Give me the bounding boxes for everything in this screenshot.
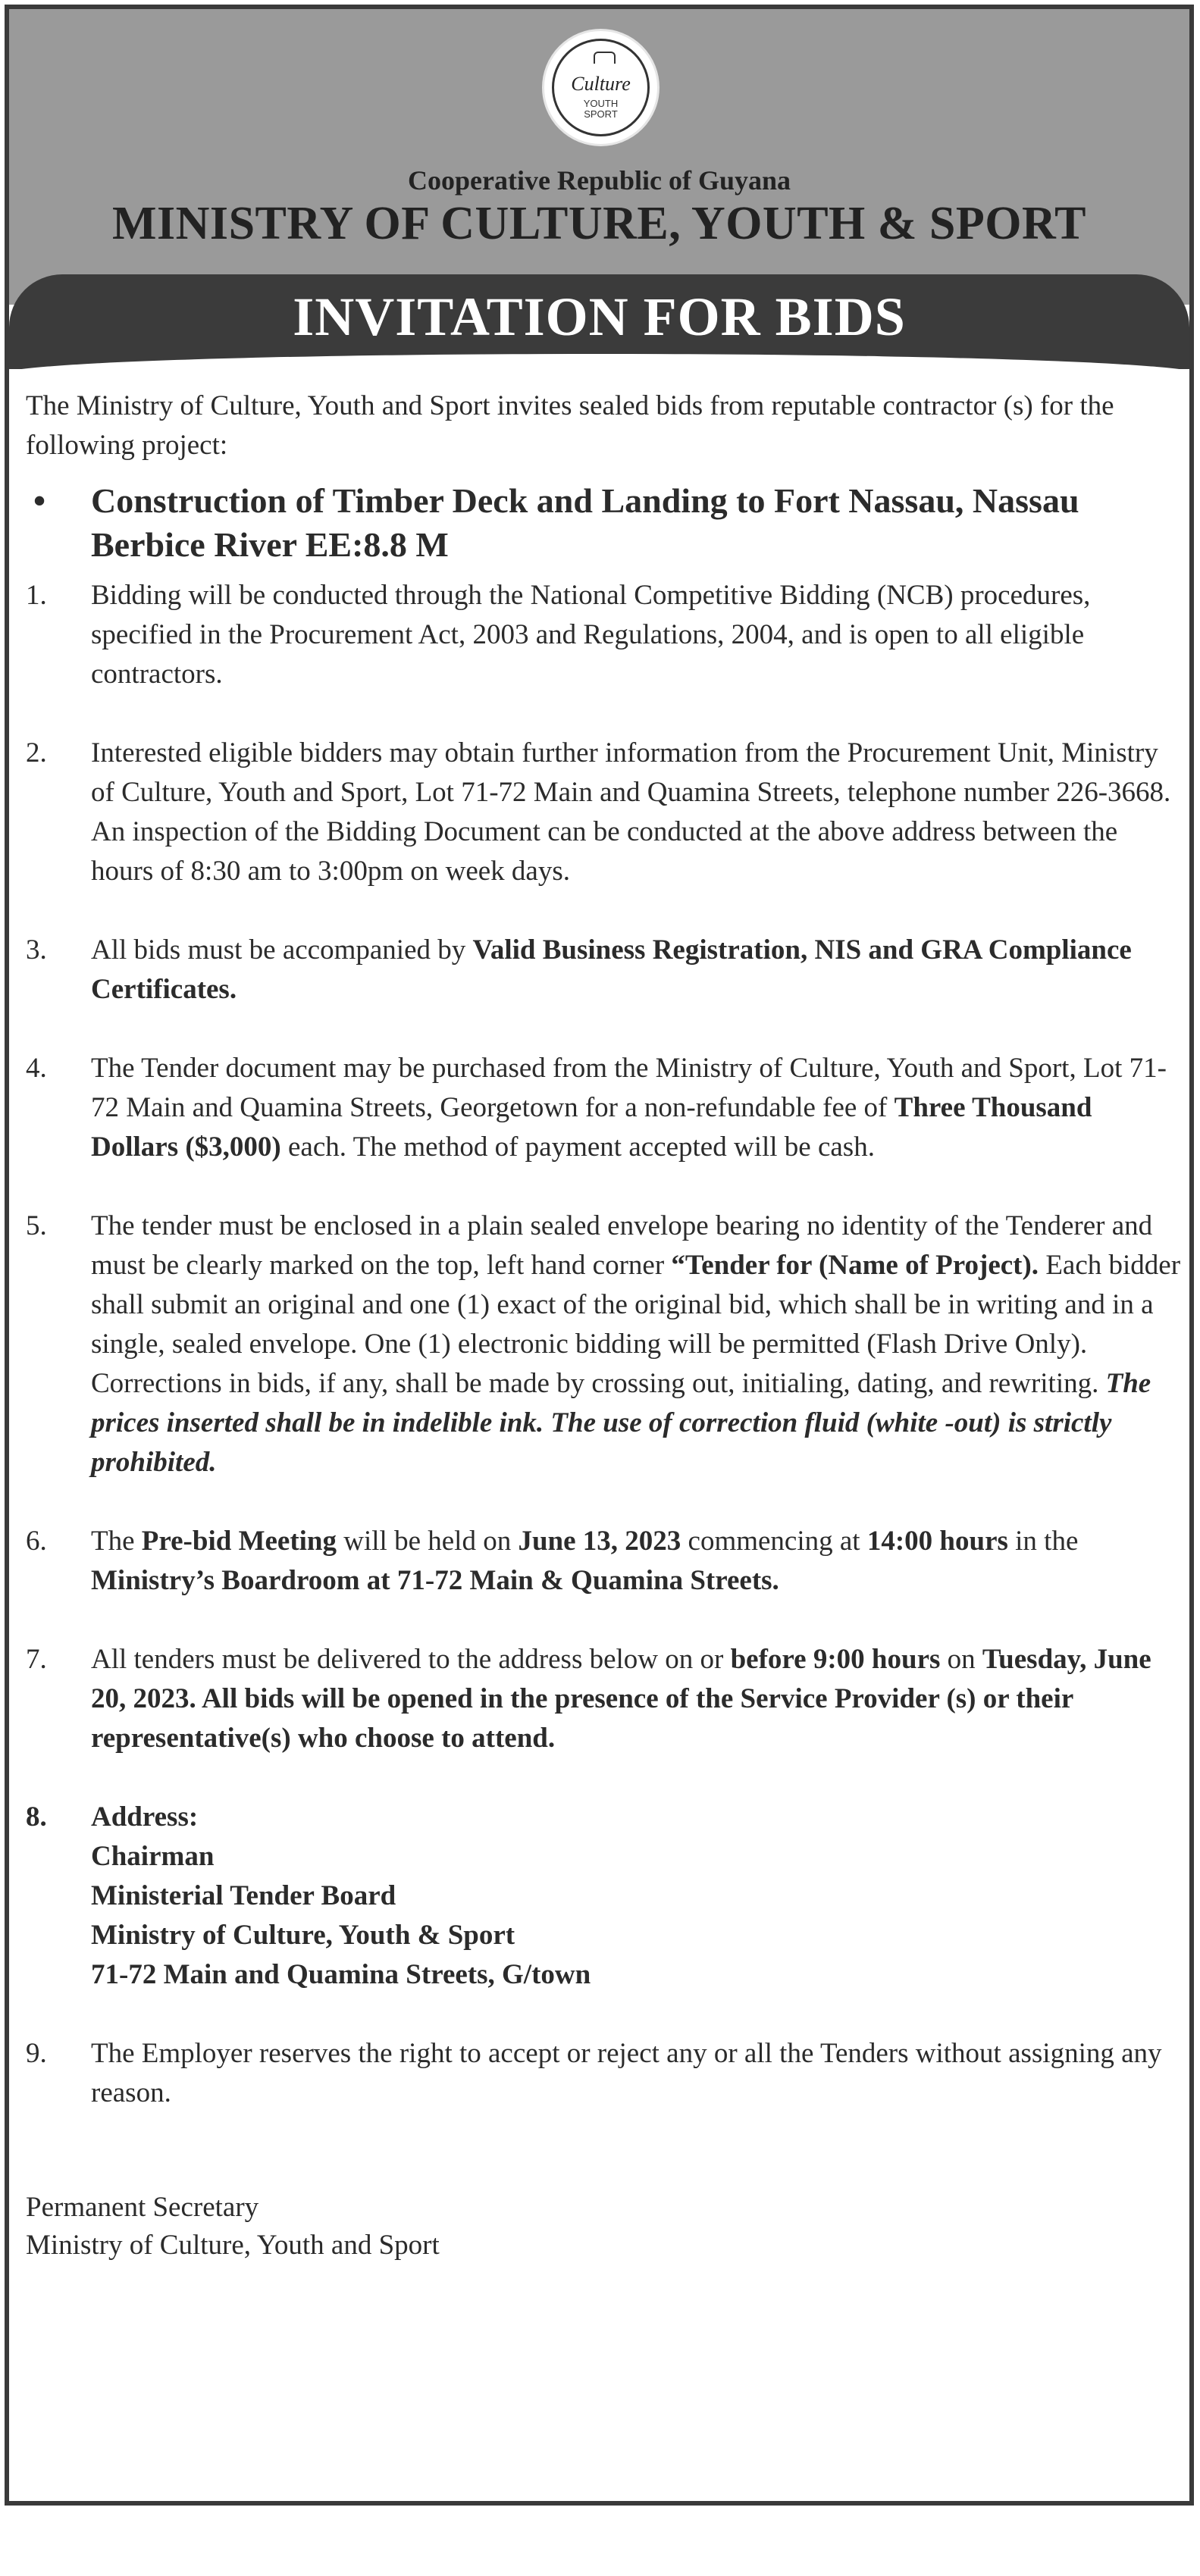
list-item-address [26, 1798, 1182, 1995]
item-number: 1. [26, 580, 47, 611]
project-title [26, 479, 1182, 567]
signatory-organization: Ministry of Culture, Youth and Sport [26, 2230, 440, 2261]
item-number: 4. [26, 1053, 47, 1084]
item-text: All tenders must be delivered to the address below on or before 9:00 hours on Tuesday, June 20, 2023. All bids will be opened in the presence of the Service Provider (s) or their representative(s) who choose to attend. [91, 1644, 1151, 1754]
item-number: 6. [26, 1526, 47, 1557]
signatory-title: Permanent Secretary [26, 2192, 259, 2223]
item-number: 3. [26, 934, 47, 966]
item-text: The Tender document may be purchased from the Ministry of Culture, Youth and Sport, Lot 71-72 Main and Quamina Streets, Georgetown for a non-refundable fee of Three Thousand Dollars ($3,000) each. The method of payment accepted will be cash. [91, 1053, 1167, 1163]
logo-script: Culture [571, 73, 631, 95]
list-item [26, 931, 1182, 1009]
item-text: The Pre-bid Meeting will be held on June 13, 2023 commencing at 14:00 hours in the Ministry’s Boardroom at 71-72 Main & Quamina Streets. [91, 1526, 1079, 1596]
item-text: All bids must be accompanied by Valid Business Registration, NIS and GRA Compliance Certificates. [91, 934, 1132, 1005]
item-number: 7. [26, 1644, 47, 1675]
advertisement-frame [5, 5, 1194, 2506]
ministry-logo [542, 29, 660, 146]
address-label: Address: [91, 1801, 199, 1833]
intro-paragraph: The Ministry of Culture, Youth and Sport invites sealed bids from reputable contractor (s) for the following project: [26, 390, 1114, 461]
list-item [26, 1522, 1182, 1601]
list-item [26, 1640, 1182, 1758]
item-text: The tender must be enclosed in a plain sealed envelope bearing no identity of the Tenderer and must be clearly marked on the top, left hand corner “Tender for (Name of Project). Each bidder shall submit an original and one (1) exact of the original bid, which shall be in writing and in a single, sealed envelope. One (1) electronic bidding will be permitted (Flash Drive Only). Corrections in bids, if any, shall be made by crossing out, initialing, dating, and rewriting. The prices inserted shall be in indelible ink. The use of correction fluid (white -out) is strictly prohibited. [91, 1210, 1181, 1478]
list-item [26, 1049, 1182, 1167]
signature-block [26, 2189, 1182, 2265]
logo-subtext [554, 99, 647, 120]
item-text: The Employer reserves the right to accept or reject any or all the Tenders without assigning any reason. [91, 2038, 1162, 2108]
address-block [91, 1798, 1182, 1995]
list-item [26, 734, 1182, 891]
list-item [26, 2034, 1182, 2113]
item-number: 8. [26, 1801, 47, 1833]
address-line: 71-72 Main and Quamina Streets, G/town [91, 1959, 591, 1990]
address-line: Ministerial Tender Board [91, 1880, 396, 1911]
ministry-name: MINISTRY OF CULTURE, YOUTH & SPORT [112, 198, 1086, 249]
logo-sub-line1: YOUTH [583, 98, 619, 109]
item-number: 2. [26, 737, 47, 768]
item-text: Interested eligible bidders may obtain further information from the Procurement Unit, Ministry of Culture, Youth and Sport, Lot 71-72 Main and Quamina Streets, telephone number 226-3668. An inspection of the Bidding Document can be conducted at the above address between the hours of 8:30 am to 3:00pm on week days. [91, 737, 1171, 887]
logo-sub-line2: SPORT [584, 108, 618, 120]
item-number: 9. [26, 2038, 47, 2069]
notice-body [26, 387, 1182, 2265]
item-text: Bidding will be conducted through the National Competitive Bidding (NCB) procedures, specified in the Procurement Act, 2003 and Regulations, 2004, and is open to all eligible contractors. [91, 580, 1091, 690]
logo-crown-icon [594, 52, 616, 64]
page-title: INVITATION FOR BIDS [293, 286, 906, 347]
list-item [26, 1207, 1182, 1482]
address-line: Ministry of Culture, Youth & Sport [91, 1920, 515, 1951]
item-number: 5. [26, 1210, 47, 1241]
bullet-marker: • [33, 481, 46, 520]
address-line: Chairman [91, 1841, 215, 1872]
project-name: Construction of Timber Deck and Landing to Fort Nassau, Nassau Berbice River EE:8.8 M [91, 481, 1079, 564]
list-item [26, 576, 1182, 694]
logo-ring [552, 39, 650, 136]
republic-name: Cooperative Republic of Guyana [407, 165, 791, 196]
